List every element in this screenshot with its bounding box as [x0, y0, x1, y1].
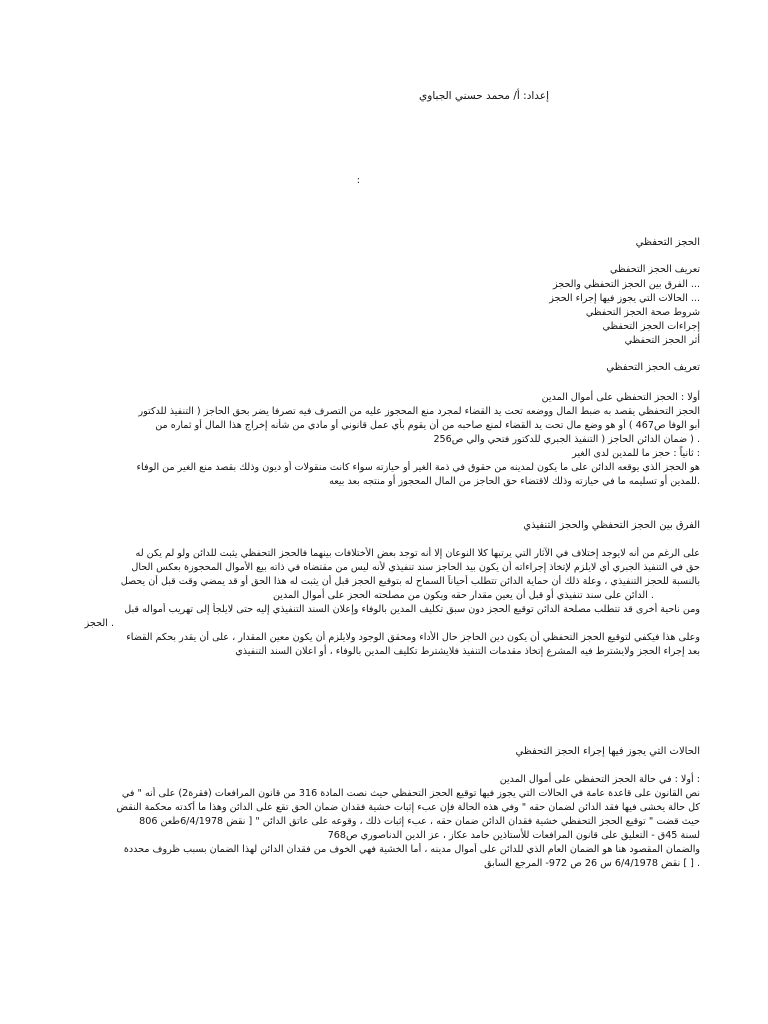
paragraph-line: أبو الوفا ص467 ) أو هو وضع مال تحت يد القضاء لمنع صاحبه من أن يقوم بأي عمل قانوني أو مادي من شأنه إخراج هذا المال أو ثماره من — [155, 420, 700, 431]
paragraph-line: لسنة 45ق - التعليق على قانون المرافعات للأستاذين حامد عكاز ، عز الدين الدناصوري ص768 — [327, 830, 700, 841]
toc-item: تعريف الحجز التحفظي — [610, 264, 700, 275]
section-heading: تعريف الحجز التحفظي — [606, 362, 700, 373]
paragraph-line: . الدائن على سند تنفيذي أو قبل أن يعين مقدار حقه ويكون من مصلحته الحجز على أموال المدين — [272, 590, 654, 601]
section-heading: الفرق بين الحجز التحفظي والحجز التنفيذي — [523, 520, 700, 531]
paragraph-line: حق في التنفيذ الجبري أي لايلزم لإتخاذ إجراءاته أن يكون بيد الحاجز سند تنفيذي لأنه ليس من مقتضاه في ذاته بيع الأموال المحجوزة بعكس الحال — [131, 562, 700, 573]
section-heading: الحالات التي يجوز فيها إجراء الحجز التحفظي — [515, 746, 700, 757]
paragraph-line: : ثانياً : حجز ما للمدين لدى الغير — [572, 448, 700, 459]
paragraph-line: وعلى هذا فيكفي لتوقيع الحجز التحفظي أن يكون دين الحاجز حال الأداء ومحقق الوجود ولايلزم أن يكون معين المقدار ، على أن يقدر بحكم القضاء — [126, 632, 700, 643]
paragraph-line: والضمان المقصود هنا هو الضمان العام الذي للدائن على أموال مدينه ، أما الخشية فهي الخوف من فقدان الدائن لهذا الضمان بسبب ظروف محددة — [123, 844, 700, 855]
author-line: إعداد: أ/ محمد حسني الجباوي — [419, 90, 549, 102]
colon-mark: : — [356, 175, 360, 186]
paragraph-line: بالنسبة للحجز التنفيذي ، وعلة ذلك أن حماية الدائن تتطلب أحياناً السماح له بتوقيع الحجز قبل أن يثبت له هذا الحق أو قد يمضي وقت قبل أن يحصل — [120, 576, 700, 587]
toc-item: شروط صحة الحجز التحفظي — [585, 307, 700, 318]
toc-item: ... الفرق بين الحجز التحفظي والحجز — [552, 279, 700, 290]
main-title: الحجز التحفظي — [635, 237, 700, 248]
toc-item: إجراءات الحجز التحفظي — [602, 321, 700, 332]
toc-item: أثر الحجز التحفظي — [624, 335, 700, 346]
paragraph-line: .للمدين أو تسليمه ما في حيازته وذلك لاقتضاء حق الحاجز من المال المحجوز أو منتجه بعد بيعه — [329, 476, 700, 487]
paragraph-line: هو الحجز الذي يوقعه الدائن على ما يكون لمدينه من حقوق في ذمة الغير أو حيازته سواء كانت منقولات أو ديون وذلك بقصد منع الغير من الوفاء — [136, 462, 700, 473]
toc-item: ... الحالات التي يجوز فيها إجراء الحجز — [549, 293, 700, 304]
paragraph-line: على الرغم من أنه لايوجد إختلاف في الآثار التي يرتبها كلا النوعان إلا أنه توجد بعض الأختلافات بينهما فالحجز التحفظي يثبت للدائن ولو لم يكن له — [135, 548, 700, 559]
paragraph-line: كل حالة يخشى فيها فقد الدائن لضمان حقه " وفي هذه الحالة فإن عبء إثبات خشية فقدان ضمان الحق تقع على الدائن وهذا ما أكدته محكمة النقض — [116, 802, 700, 813]
paragraph-line: ومن ناحية أخرى قد تتطلب مصلحة الدائن توقيع الحجز دون سبق تكليف المدين بالوفاء وإعلان السند التنفيذي إليه حتى لايلجأ إلى تهريب أمواله قبل — [124, 604, 700, 615]
paragraph-line: : أولا : في حالة الحجز التحفظي على أموال المدين — [499, 774, 700, 785]
paragraph-line: نص القانون على قاعدة عامة في الحالات التي يجوز فيها توقيع الحجز التحفظي حيث نصت المادة 316 من قانون المرافعات (فقرة2) على أنه " في — [121, 788, 700, 799]
paragraph-line: حيث قضت " توقيع الحجز التحفظي خشية فقدان الدائن ضمان حقه ، عبء إثبات ذلك ، وقوعه على عاتق الدائن " [ نقض 6/4/1978طعن 806 — [139, 816, 700, 827]
paragraph-line: الحجز التحفظي يقصد به ضبط المال ووضعه تحت يد القضاء لمجرد منع المحجوز عليه من التصرف فيه تصرفا يضر بحق الحاجز ( التنفيذ للدكتور — [138, 406, 700, 417]
paragraph-line: . ( ضمان الدائن الحاجز ( التنفيذ الجبري للدكتور فتحي والي ص256 — [433, 434, 700, 445]
paragraph-line: بعد إجراء الحجز ولايشترط فيه المشرع إتخاذ مقدمات التنفيذ فلايشترط تكليف المدين بالوفاء ، أو اعلان السند التنفيذي — [235, 646, 700, 657]
paragraph-line: . الحجز — [84, 618, 114, 629]
paragraph-line: أولا : الحجز التحفظي على أموال المدين — [541, 392, 700, 403]
paragraph-line: . [ ] نقض 6/4/1978 س 26 ص 972- المرجع السابق — [484, 858, 700, 869]
